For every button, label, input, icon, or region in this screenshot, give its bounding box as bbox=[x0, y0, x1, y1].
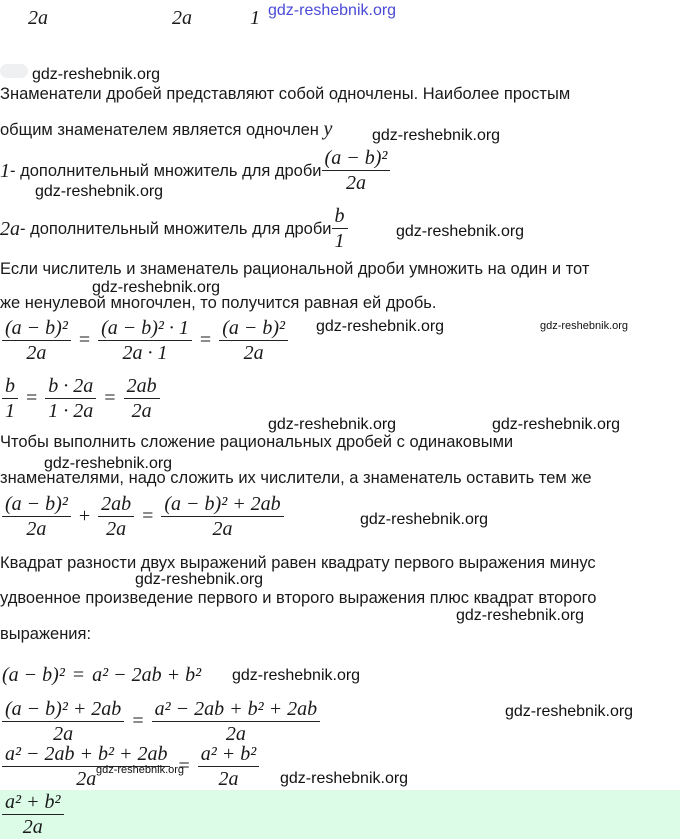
partial-denominator: 1 bbox=[250, 7, 260, 29]
answer-box bbox=[0, 790, 680, 839]
watermark: gdz-reshebnik.org bbox=[268, 416, 397, 433]
denominator: 2a bbox=[106, 518, 127, 540]
watermark: gdz-reshebnik.org bbox=[316, 318, 445, 335]
equals-sign: = bbox=[132, 710, 144, 732]
denominator: 1 · 2a bbox=[48, 400, 94, 422]
paragraph-text: - дополнительный множитель для дроби bbox=[20, 219, 332, 238]
paragraph: Знаменатели дробей представляют собой одночлены. Наиболее простым bbox=[0, 85, 571, 103]
answer bbox=[2, 790, 64, 839]
fraction bbox=[2, 790, 64, 839]
denominator: 2a bbox=[76, 768, 97, 790]
paragraph: Если числитель и знаменатель рациональной дроби умножить на один и тот bbox=[0, 260, 590, 278]
fraction bbox=[198, 742, 260, 791]
watermark: gdz-reshebnik.org bbox=[456, 607, 585, 624]
equation bbox=[2, 374, 160, 423]
watermark: gdz-reshebnik.org bbox=[540, 320, 629, 332]
equals-sign: = bbox=[72, 664, 85, 686]
equals-sign: = bbox=[178, 755, 190, 777]
math-inline: 1 bbox=[0, 159, 10, 182]
expression: a² − 2ab + b² bbox=[92, 664, 202, 686]
partial-denominator: 2a bbox=[28, 7, 48, 29]
watermark: gdz-reshebnik.org bbox=[35, 183, 164, 200]
denominator: 2a bbox=[212, 518, 233, 540]
numerator: b bbox=[2, 374, 18, 399]
paragraph-text: - дополнительный множитель для дроби bbox=[10, 161, 322, 180]
numerator: a² − 2ab + b² + 2ab bbox=[2, 742, 170, 767]
denominator: 2a bbox=[26, 518, 47, 540]
equation bbox=[2, 664, 201, 687]
watermark: gdz-reshebnik.org bbox=[32, 66, 161, 83]
denominator: 2a bbox=[345, 172, 366, 194]
watermark: gdz-reshebnik.org bbox=[280, 770, 409, 787]
equation bbox=[2, 316, 288, 365]
equation bbox=[2, 697, 320, 746]
numerator: (a − b)² bbox=[322, 146, 391, 171]
equation bbox=[2, 492, 284, 541]
watermark: gdz-reshebnik.org bbox=[135, 571, 264, 588]
numerator: 2ab bbox=[124, 374, 160, 399]
partial-denominator: 2a bbox=[172, 7, 192, 29]
numerator: a² + b² bbox=[198, 742, 260, 767]
paragraph: же ненулевой многочлен, то получится равная ей дробь. bbox=[0, 294, 437, 312]
denominator: 1 bbox=[334, 230, 345, 252]
multiplier-line bbox=[0, 204, 348, 253]
numerator: (a − b)² + 2ab bbox=[161, 492, 283, 517]
watermark: gdz-reshebnik.org bbox=[268, 2, 397, 19]
denominator: 2a bbox=[225, 723, 246, 745]
fraction bbox=[124, 374, 160, 423]
fraction bbox=[161, 492, 283, 541]
paragraph: Чтобы выполнить сложение рациональных дробей с одинаковыми bbox=[0, 433, 514, 451]
plus-sign: + bbox=[78, 505, 91, 527]
paragraph bbox=[0, 119, 332, 140]
denominator: 2a bbox=[26, 342, 47, 364]
denominator: 2a bbox=[131, 400, 152, 422]
fraction bbox=[152, 697, 320, 746]
numerator: 2ab bbox=[98, 492, 134, 517]
fraction bbox=[2, 492, 71, 541]
numerator: (a − b)² + 2ab bbox=[2, 697, 124, 722]
fraction bbox=[332, 204, 348, 253]
fraction bbox=[2, 374, 18, 423]
step-badge bbox=[0, 64, 28, 78]
fraction bbox=[2, 316, 71, 365]
paragraph: удвоенное произведение первого и второго выражения плюс квадрат второго bbox=[0, 589, 597, 607]
numerator: (a − b)² bbox=[219, 316, 288, 341]
fraction bbox=[45, 374, 96, 423]
watermark: gdz-reshebnik.org bbox=[372, 127, 501, 144]
watermark: gdz-reshebnik.org bbox=[396, 223, 525, 240]
fraction bbox=[219, 316, 288, 365]
denominator: 2a bbox=[53, 723, 74, 745]
equals-sign: = bbox=[26, 387, 38, 409]
denominator: 2a bbox=[22, 816, 43, 838]
equals-sign: = bbox=[142, 505, 154, 527]
numerator: (a − b)² bbox=[2, 316, 71, 341]
fraction bbox=[2, 697, 124, 746]
math-inline: 2a bbox=[0, 217, 20, 240]
numerator: (a − b)² bbox=[2, 492, 71, 517]
paragraph-text: общим знаменателем является одночлен bbox=[0, 121, 324, 139]
denominator: 2a bbox=[243, 342, 264, 364]
numerator: b · 2a bbox=[45, 374, 96, 399]
numerator: a² + b² bbox=[2, 790, 64, 815]
watermark: gdz-reshebnik.org bbox=[492, 416, 621, 433]
denominator: 2a · 1 bbox=[122, 342, 168, 364]
paragraph: выражения: bbox=[0, 625, 92, 643]
fraction bbox=[98, 316, 192, 365]
paragraph: знаменателями, надо сложить их числители, а знаменатель оставить тем же bbox=[0, 469, 592, 487]
equals-sign: = bbox=[104, 387, 116, 409]
watermark: gdz-reshebnik.org bbox=[96, 764, 185, 776]
fraction bbox=[98, 492, 134, 541]
expression: (a − b)² bbox=[2, 664, 65, 686]
equals-sign: = bbox=[78, 329, 91, 351]
denominator: 2a bbox=[218, 768, 239, 790]
watermark: gdz-reshebnik.org bbox=[505, 703, 634, 720]
numerator: (a − b)² · 1 bbox=[98, 316, 192, 341]
numerator: b bbox=[332, 204, 348, 229]
watermark: gdz-reshebnik.org bbox=[44, 455, 173, 472]
paragraph: Квадрат разности двух выражений равен квадрату первого выражения минус bbox=[0, 554, 596, 572]
equals-sign: = bbox=[199, 329, 212, 351]
watermark: gdz-reshebnik.org bbox=[232, 667, 361, 684]
fraction bbox=[322, 146, 391, 195]
watermark: gdz-reshebnik.org bbox=[360, 511, 489, 528]
math-inline: y bbox=[323, 118, 333, 140]
watermark: gdz-reshebnik.org bbox=[92, 279, 221, 296]
numerator: a² − 2ab + b² + 2ab bbox=[152, 697, 320, 722]
denominator: 1 bbox=[5, 400, 15, 422]
